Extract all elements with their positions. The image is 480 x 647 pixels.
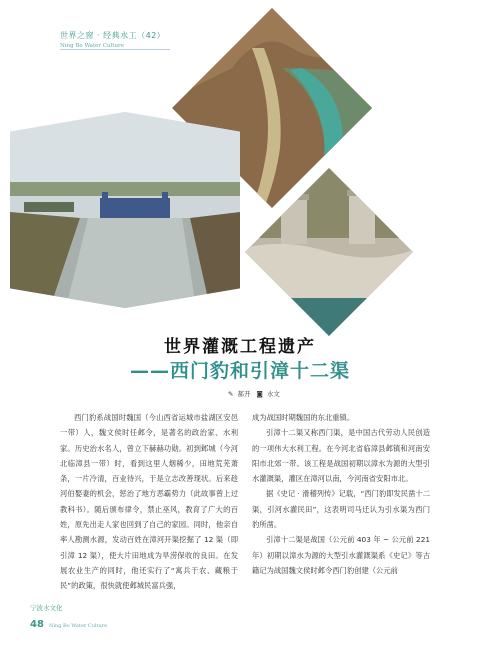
byline: [228, 389, 284, 398]
camera-icon: ◙: [256, 390, 263, 398]
photo-credit: 水文: [266, 390, 280, 398]
magazine-name-en: Ning Bo Water Culture: [49, 623, 108, 629]
series-label-en: Ning Bo Water Culture: [60, 43, 124, 49]
article-subtitle: ——西门豹和引漳十二渠: [129, 360, 350, 382]
magazine-name: 宁波水文化: [30, 604, 63, 612]
series-label: 世界之窗 · 经典水工（42）: [60, 31, 166, 40]
body-column-left: [60, 410, 238, 594]
section-header: [60, 30, 165, 49]
paragraph: 引漳十二渠又称西门渠，是中国古代劳动人民创造的一项伟大水利工程。在今河北省临漳县邺镇和河南安阳市北郊一带。该工程是战国初期以漳水为源的大型引水灌溉渠，灌区在漳河以南，今河南省安阳市北。: [252, 428, 430, 484]
canal-sluice-photo: [10, 112, 240, 308]
paragraph: 成为战国时期魏国的东北重镇。: [252, 413, 355, 422]
article-title: 世界灌溉工程遗产: [164, 337, 316, 357]
pen-icon: ✎: [228, 390, 234, 398]
author-name: 郝开: [237, 390, 251, 398]
paragraph: 引漳十二渠是战国（公元前 403 年 ~ 公元前 221 年）初期以漳水为源的大型引水灌溉渠系《史记》等古籍记为战国魏文侯时邺令西门豹创建（公元前: [252, 535, 430, 575]
page-footer: [30, 603, 107, 631]
header-divider: [60, 49, 170, 50]
paragraph: 据《史记 · 滑稽列传》记载，“西门豹即发民凿十二渠，引河水灌民田”，这表明司马迁认为引水渠为西门豹所凿。: [252, 489, 430, 530]
paragraph: 西门豹系战国时魏国（今山西省运城市盐湖区安邑一带）人，魏文侯时任邺令，是著名的政治家、水利家。历史治水名人，曾立下赫赫功勋。初到邺城（今河北临漳县一带）时，看到这里人烟稀少，田地荒芜萧条，一片冷清，百业待兴，于是立志改善现状。后来趁河伯娶妻的机会，惩治了地方恶霸势力（此故事曾上过教科书）。随后颁布律令，禁止巫风，教育了广大的百姓，原先出走人家也回到了自己的家园。同时，他亲自率人勘测水源，发动百姓在漳河开渠挖掘了 12 渠（即引漳 12 渠），使大片田地成为旱涝保收的良田。在发展农业生产的同时，他还实行了“寓兵于农、藏粮于民”的政策，很快就使邺城民富兵强，: [60, 413, 238, 591]
body-column-right: [252, 410, 430, 578]
page-number: 48: [30, 619, 44, 630]
